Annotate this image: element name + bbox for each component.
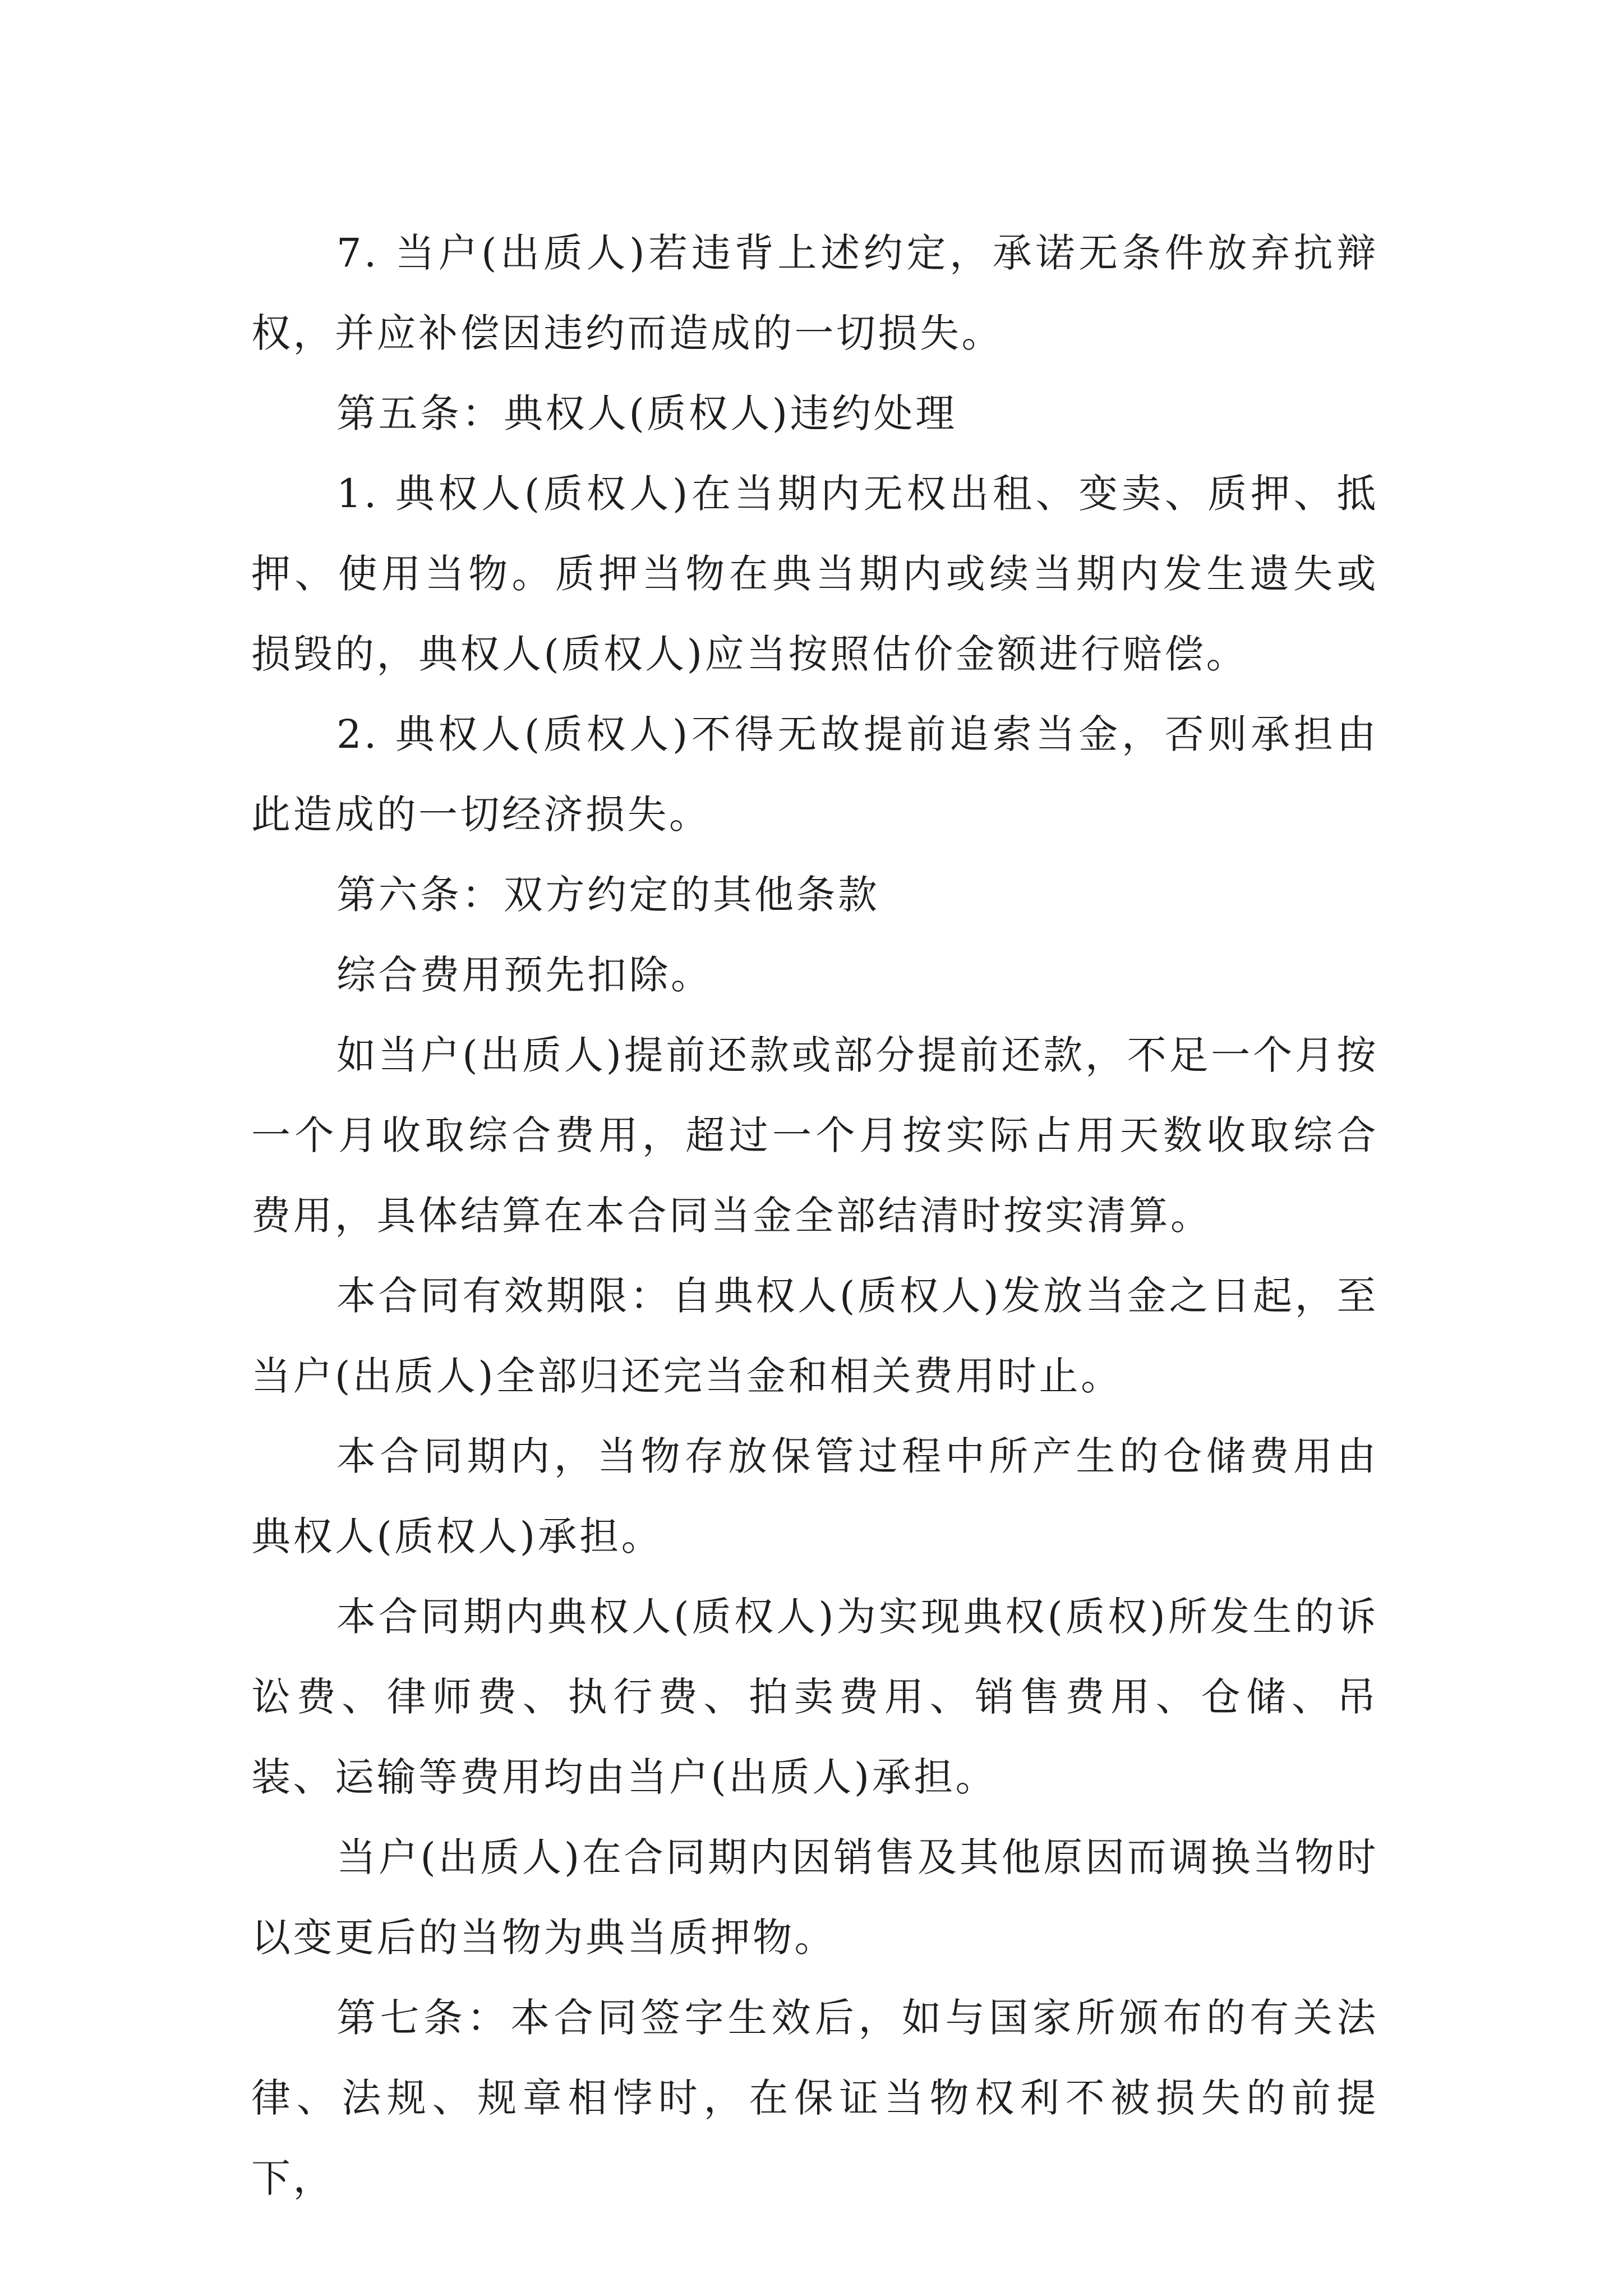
paragraph-clause-5-item-2: 2. 典权人(质权人)不得无故提前追索当金，否则承担由此造成的一切经济损失。 <box>251 711 1378 838</box>
paragraph-validity-period: 本合同有效期限：自典权人(质权人)发放当金之日起，至当户(出质人)全部归还完当金和相关费用时止。 <box>251 1273 1378 1399</box>
heading-article-6: 第六条：双方约定的其他条款 <box>336 872 880 918</box>
paragraph-enforcement-costs: 本合同期内典权人(质权人)为实现典权(质权)所发生的诉讼费、律师费、执行费、拍卖费用、销售费用、仓储、吊装、运输等费用均由当户(出质人)承担。 <box>251 1594 1378 1800</box>
paragraph-article-7: 第七条：本合同签字生效后，如与国家所颁布的有关法律、法规、规章相悖时，在保证当物权利不被损失的前提下， <box>251 1995 1378 2201</box>
paragraph-early-repayment: 如当户(出质人)提前还款或部分提前还款，不足一个月按一个月收取综合费用，超过一个月按实际占用天数收取综合费用，具体结算在本合同当金全部结清时按实清算。 <box>251 1032 1378 1239</box>
paragraph-pledge-substitution: 当户(出质人)在合同期内因销售及其他原因而调换当物时以变更后的当物为典当质押物。 <box>251 1834 1378 1961</box>
heading-article-5: 第五条：典权人(质权人)违约处理 <box>336 390 957 436</box>
paragraph-fees-deduction: 综合费用预先扣除。 <box>336 952 713 998</box>
document-body <box>251 213 1378 2219</box>
paragraph-storage-fees: 本合同期内，当物存放保管过程中所产生的仓储费用由典权人(质权人)承担。 <box>251 1433 1378 1559</box>
paragraph-clause-4-item-7: 7. 当户(出质人)若违背上述约定，承诺无条件放弃抗辩权，并应补偿因违约而造成的一切损失。 <box>251 230 1378 356</box>
paragraph-clause-5-item-1: 1. 典权人(质权人)在当期内无权出租、变卖、质押、抵押、使用当物。质押当物在典当期内或续当期内发生遗失或损毁的，典权人(质权人)应当按照估价金额进行赔偿。 <box>251 471 1378 677</box>
